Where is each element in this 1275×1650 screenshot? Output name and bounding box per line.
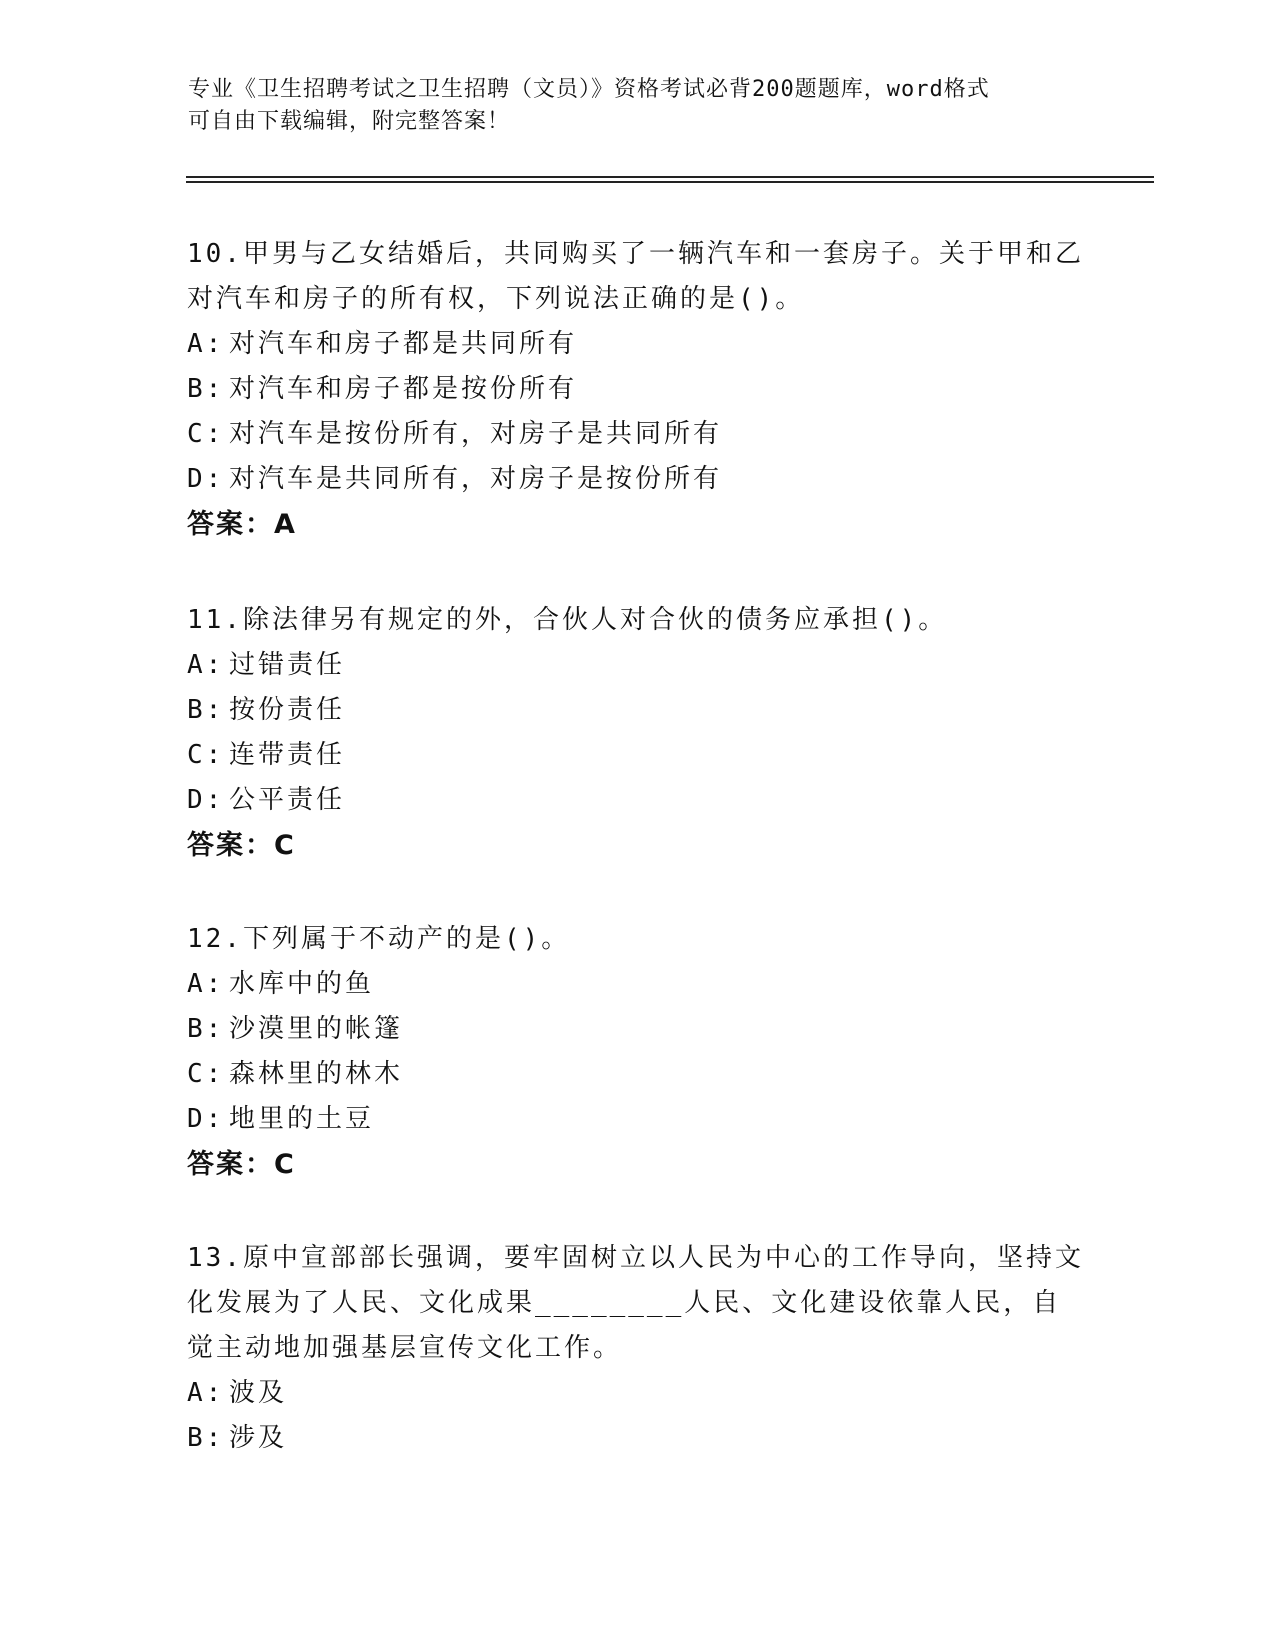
document-header (188, 74, 1068, 138)
option-d (187, 1097, 1087, 1142)
option-a (187, 322, 1087, 367)
header-divider-top (186, 176, 1154, 178)
option-text: 水库中的鱼 (229, 969, 375, 999)
option-c (187, 733, 1087, 778)
option-b (187, 367, 1087, 412)
answer-line: 答案：C (187, 1149, 296, 1180)
option-text: 对汽车和房子都是按份所有 (229, 374, 578, 404)
option-letter: A: (187, 969, 225, 999)
header-divider-bottom (186, 181, 1154, 183)
question-10 (187, 232, 1087, 547)
option-d (187, 778, 1087, 823)
option-text: 连带责任 (229, 740, 346, 770)
question-12 (187, 917, 1087, 1187)
option-letter: B: (187, 695, 225, 725)
question-11 (187, 598, 1087, 868)
option-d (187, 457, 1087, 502)
option-c (187, 412, 1087, 457)
option-text: 对汽车和房子都是共同所有 (229, 329, 578, 359)
option-a (187, 1371, 1087, 1416)
option-b (187, 1007, 1087, 1052)
option-letter: C: (187, 419, 225, 449)
option-text: 对汽车是共同所有，对房子是按份所有 (229, 464, 723, 494)
answer-line: 答案：C (187, 830, 296, 861)
question-stem: 10.甲男与乙女结婚后，共同购买了一辆汽车和一套房子。关于甲和乙对汽车和房子的所有权，下列说法正确的是()。 (187, 239, 1084, 314)
option-letter: B: (187, 1014, 225, 1044)
option-letter: D: (187, 785, 225, 815)
option-text: 按份责任 (229, 695, 346, 725)
option-c (187, 1052, 1087, 1097)
question-stem: 13.原中宣部部长强调，要牢固树立以人民为中心的工作导向，坚持文化发展为了人民、文化成果________人民、文化建设依靠人民，自觉主动地加强基层宣传文化工作。 (187, 1243, 1084, 1363)
option-b (187, 1416, 1087, 1461)
question-stem: 11.除法律另有规定的外，合伙人对合伙的债务应承担()。 (187, 605, 948, 635)
option-text: 沙漠里的帐篷 (229, 1014, 404, 1044)
option-text: 波及 (229, 1378, 288, 1408)
option-text: 过错责任 (229, 650, 346, 680)
option-text: 森林里的林木 (229, 1059, 404, 1089)
question-stem: 12.下列属于不动产的是()。 (187, 924, 571, 954)
option-a (187, 643, 1087, 688)
option-letter: A: (187, 650, 225, 680)
answer-line: 答案：A (187, 509, 297, 540)
option-text: 对汽车是按份所有，对房子是共同所有 (229, 419, 723, 449)
option-letter: A: (187, 329, 225, 359)
option-text: 公平责任 (229, 785, 346, 815)
header-line-1: 专业《卫生招聘考试之卫生招聘（文员）》资格考试必背200题题库，word格式 (188, 77, 990, 102)
option-letter: B: (187, 1423, 225, 1453)
option-letter: B: (187, 374, 225, 404)
question-13 (187, 1236, 1087, 1461)
option-text: 地里的土豆 (229, 1104, 375, 1134)
option-letter: C: (187, 740, 225, 770)
option-letter: D: (187, 464, 225, 494)
option-text: 涉及 (229, 1423, 288, 1453)
option-a (187, 962, 1087, 1007)
option-b (187, 688, 1087, 733)
header-line-2: 可自由下载编辑，附完整答案！ (188, 109, 511, 134)
option-letter: D: (187, 1104, 225, 1134)
option-letter: C: (187, 1059, 225, 1089)
option-letter: A: (187, 1378, 225, 1408)
